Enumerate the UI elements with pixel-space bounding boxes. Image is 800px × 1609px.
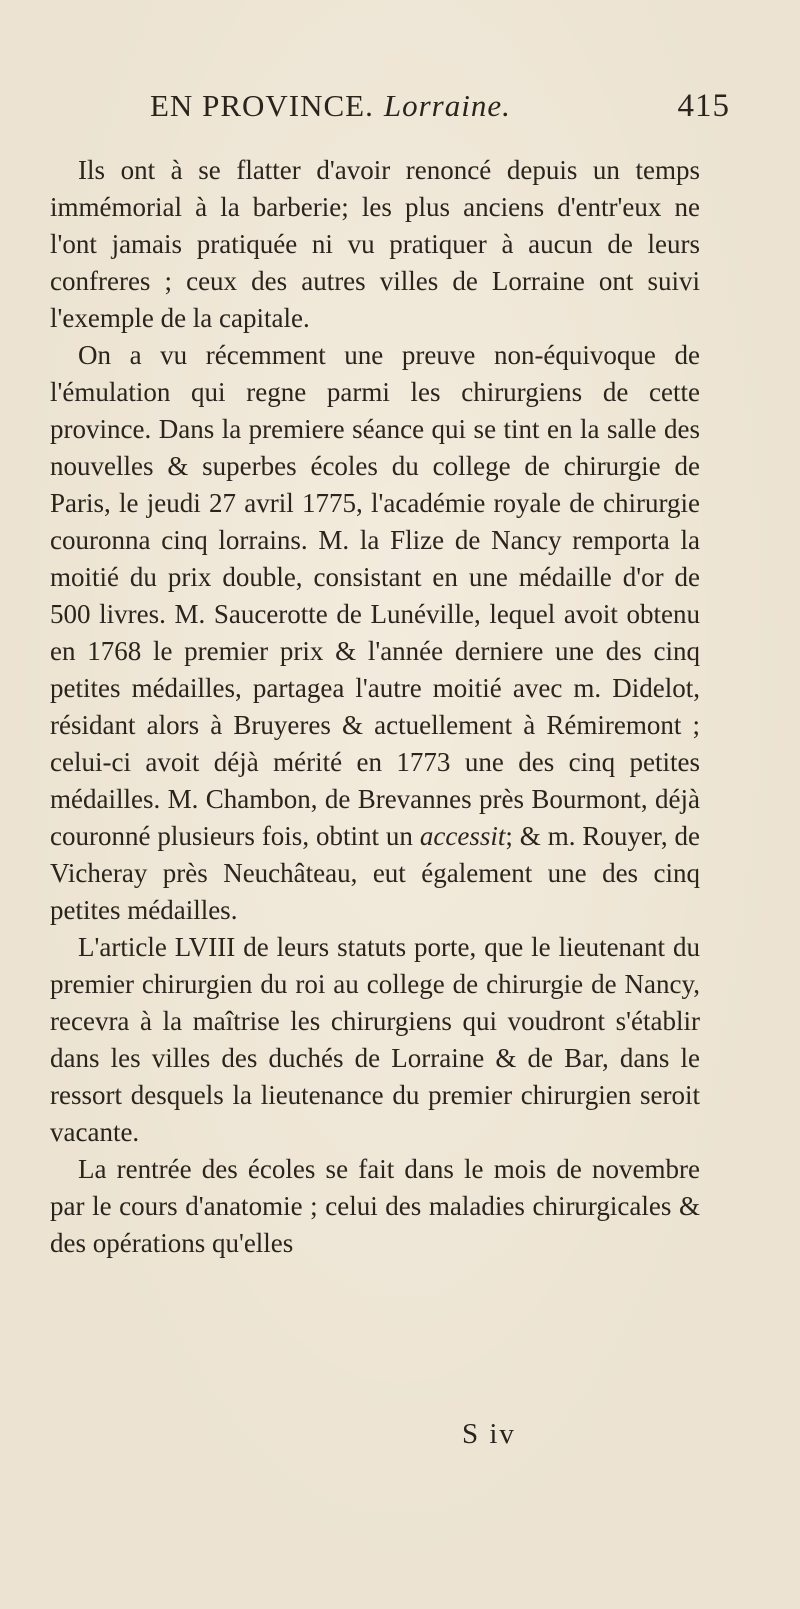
paragraph-2-italic-term: accessit [419, 821, 506, 851]
paragraph-2-text-after: ; & m. Rouyer, de Vicheray près Neuchâteau, eut également une des cinq petites médailles. [50, 821, 700, 925]
page-number: 415 [677, 88, 730, 124]
page-header [150, 88, 730, 134]
signature-mark: S iv [462, 1418, 516, 1450]
body-text [50, 152, 700, 1262]
paragraph-1: Ils ont à se flatter d'avoir renoncé depuis un temps immémorial à la barberie; les plus anciens d'entr'eux ne l'ont jamais pratiquée ni vu pratiquer à aucun de leurs confreres ; ceux des autres villes de Lorraine ont suivi l'exemple de la capitale. [50, 155, 700, 333]
paragraph-2 [50, 337, 700, 929]
paragraph-3: L'article LVIII de leurs statuts porte, que le lieutenant du premier chirurgien du roi au college de chirurgie de Nancy, recevra à la maîtrise les chirurgiens qui voudront s'établir dans les villes des duchés de Lorraine & de Bar, dans le ressort desquels la lieutenance du premier chirurgien seroit vacante. [50, 932, 700, 1147]
paragraph-4: La rentrée des écoles se fait dans le mois de novembre par le cours d'anatomie ; celui des maladies chirurgicales & des opérations qu'elles [50, 1154, 700, 1258]
running-head-region: Lorraine. [383, 88, 511, 123]
running-head-title: EN PROVINCE. [150, 88, 374, 123]
running-head [150, 88, 511, 124]
paragraph-2-text-before: On a vu récemment une preuve non-équivoque de l'émulation qui regne parmi les chirurgiens de cette province. Dans la premiere séance qui se tint en la salle des nouvelles & superbes écoles du college de chirurgie de Paris, le jeudi 27 avril 1775, l'académie royale de chirurgie couronna cinq lorrains. M. la Flize de Nancy remporta la moitié du prix double, consistant en une médaille d'or de 500 livres. M. Saucerotte de Lunéville, lequel avoit obtenu en 1768 le premier prix & l'année derniere une des cinq petites médailles, partagea l'autre moitié avec m. Didelot, résidant alors à Bruyeres & actuellement à Rémiremont ; celui-ci avoit déjà mérité en 1773 une des cinq petites médailles. M. Chambon, de Brevannes près Bourmont, déjà couronné plusieurs fois, obtint un [50, 340, 700, 851]
